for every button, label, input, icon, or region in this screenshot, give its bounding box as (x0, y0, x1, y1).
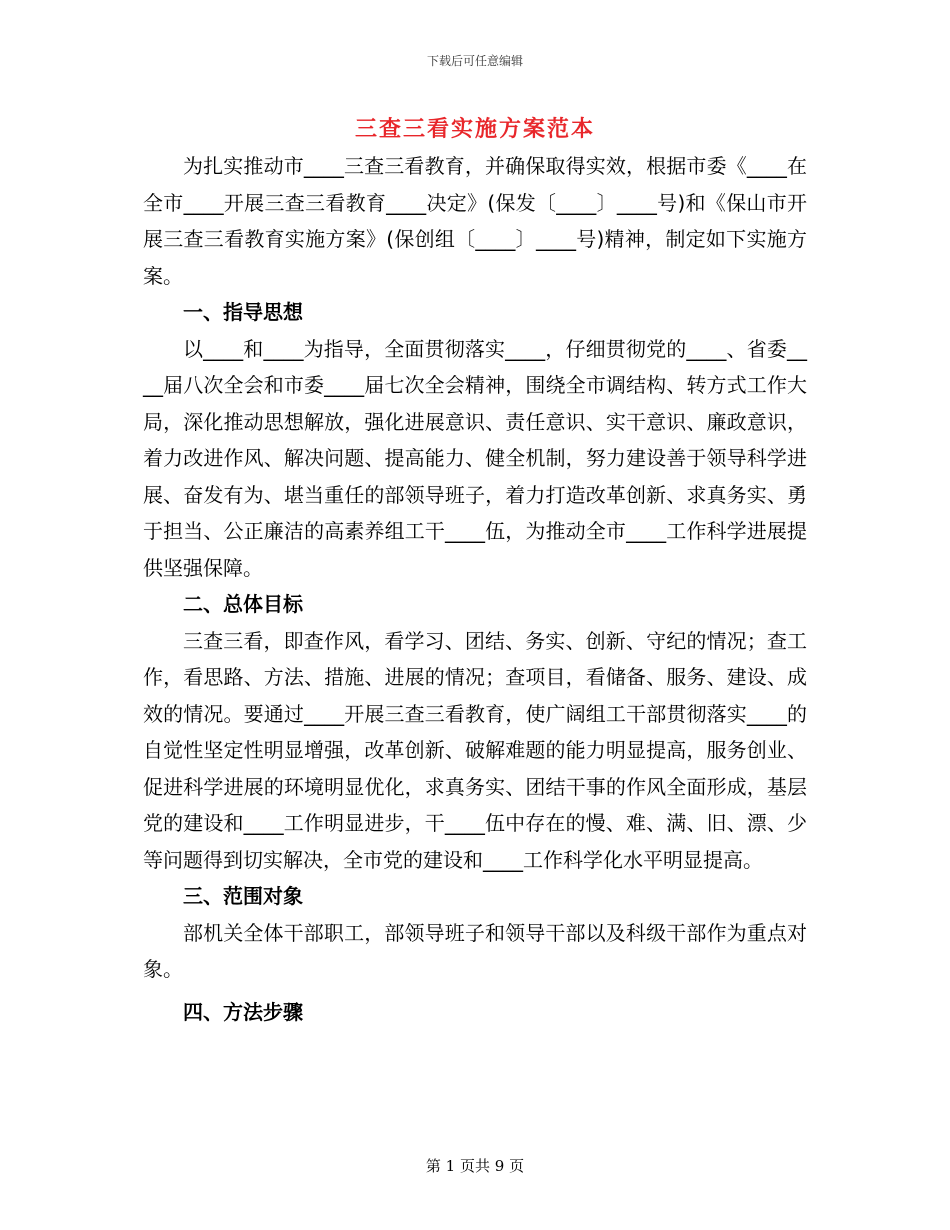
section-body-guiding-ideology: 以____和____为指导，全面贯彻落实____，仔细贯彻党的____、省委____届八次全会和市委____届七次全会精神，围绕全市调结构、转方式工作大局，深化推动思想解放，强化进展意识、责任意识、实干意识、廉政意识，着力改进作风、解决问题、提高能力、健全机制，努力建设善于领导科学进展、奋发有为、堪当重任的部领导班子，着力打造改革创新、求真务实、勇于担当、公正廉洁的高素养组工干____伍，为推动全市____工作科学进展提供坚强保障。 (143, 336, 807, 580)
section-heading-methods: 四、方法步骤 (183, 999, 303, 1024)
page-number: 第 1 页共 9 页 (425, 1157, 525, 1175)
page-header: 下载后可任意编辑 (426, 54, 523, 68)
section-heading-overall-goal: 二、总体目标 (183, 592, 303, 616)
section-body-scope: 部机关全体干部职工，部领导班子和领导干部以及科级干部作为重点对象。 (143, 920, 807, 981)
section-heading-scope: 三、范围对象 (183, 884, 303, 908)
intro-paragraph: 为扎实推动市____三查三看教育，并确保取得实效，根据市委《____在全市____开展三查三看教育____决定》(保发〔____〕____号)和《保山市开展三查三看教育实施方案》(保创组〔____〕____号)精神，制定如下实施方案。 (143, 154, 807, 288)
section-body-overall-goal: 三查三看，即查作风，看学习、团结、务实、创新、守纪的情况；查工作，看思路、方法、措施、进展的情况；查项目，看储备、服务、建设、成效的情况。要通过____开展三查三看教育，使广阔组工干部贯彻落实____的自觉性坚定性明显增强，改革创新、破解难题的能力明显提高，服务创业、促进科学进展的环境明显优化，求真务实、团结干事的作风全面形成，基层党的建设和____工作明显进步，干____伍中存在的慢、难、满、旧、漂、少等问题得到切实解决，全市党的建设和____工作科学化水平明显提高。 (143, 628, 807, 872)
section-heading-guiding-ideology: 一、指导思想 (183, 300, 303, 324)
document-body (143, 148, 807, 1030)
document-title: 三查三看实施方案范本 (354, 117, 595, 142)
